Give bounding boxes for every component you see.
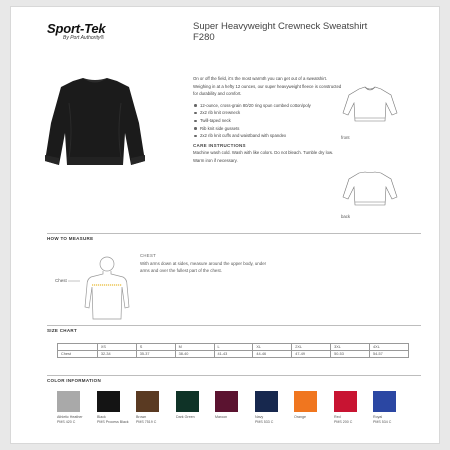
sweatshirt-photo (39, 73, 151, 173)
description-intro: On or off the field, it’s the most warmth you can get out of a sweatshirt. Weighing in at a hefty 12 ounces, our super heavyweight fleece is constructed for durability and comfort. (193, 76, 342, 97)
color-swatch (176, 391, 201, 420)
table-cell: 47-49 (292, 351, 331, 358)
table-cell: 50-53 (331, 351, 370, 358)
color-name: Navy (255, 415, 264, 419)
chest-text: With arms down at sides, measure around the upper body, under arms and over the fullest part of the chest. (140, 260, 267, 274)
color-name: Black (97, 415, 106, 419)
color-swatch-list (57, 391, 407, 441)
feature-item: 2x2 rib knit cuffs and waistband with spandex (193, 132, 343, 140)
color-swatch (334, 391, 359, 424)
table-row (58, 351, 409, 358)
table-cell: XS (97, 344, 136, 351)
figure-chest-label: Chest (55, 278, 67, 283)
feature-item: Rib knit side gussets (193, 125, 343, 133)
color-swatch (215, 391, 240, 420)
color-pms: PMS 7519 C (136, 419, 157, 424)
chest-pointer-line (68, 280, 80, 282)
feature-item: Twill-taped neck (193, 117, 343, 125)
color-name: Royal (373, 415, 383, 419)
color-swatch (97, 391, 129, 424)
color-pms: PMS Process Black (97, 419, 129, 424)
size-header-row (58, 344, 409, 351)
color-swatch (373, 391, 398, 424)
color-info-title: COLOR INFORMATION (47, 378, 102, 383)
chest-title: CHEST (140, 253, 157, 258)
color-chip (294, 391, 317, 412)
table-cell: 4XL (370, 344, 409, 351)
feature-item: 12-ounce, cross-grain 80/20 ring spun combed cotton/poly (193, 102, 343, 110)
color-name: Orange (294, 415, 306, 419)
table-cell: 54-57 (370, 351, 409, 358)
color-name: Brown (136, 415, 147, 419)
color-swatch (136, 391, 161, 424)
brand-logo (47, 21, 105, 41)
color-chip (97, 391, 120, 412)
table-cell: M (175, 344, 214, 351)
table-cell: 41-43 (214, 351, 253, 358)
chest-measure-instructions (140, 252, 270, 275)
spec-sheet (10, 6, 440, 444)
product-description (193, 75, 343, 165)
brand-subtitle: By Port Authority® (63, 35, 105, 41)
color-chip (176, 391, 199, 412)
table-cell: XL (253, 344, 292, 351)
color-pms: PMS 534 C (373, 419, 392, 424)
color-swatch (294, 391, 319, 420)
feature-item: 2x2 rib knit crewneck (193, 109, 343, 117)
color-name: Red (334, 415, 341, 419)
section-divider (47, 325, 421, 326)
table-cell: 2XL (292, 344, 331, 351)
size-chart-table (57, 343, 409, 358)
color-name: Maroon (215, 415, 228, 419)
product-code: F280 (193, 32, 215, 43)
table-cell (58, 344, 98, 351)
size-chart-title: SIZE CHART (47, 328, 77, 333)
color-chip (215, 391, 238, 412)
care-title: CARE INSTRUCTIONS (193, 142, 246, 148)
front-flat-sketch (341, 85, 399, 125)
color-chip (373, 391, 396, 412)
color-chip (57, 391, 80, 412)
measure-figure-illustration (77, 255, 137, 321)
feature-list (193, 102, 343, 140)
back-flat-sketch (341, 169, 399, 209)
table-cell: 3XL (331, 344, 370, 351)
table-cell: 32-34 (97, 351, 136, 358)
table-cell: S (136, 344, 175, 351)
color-swatch (57, 391, 82, 424)
color-pms: PMS 533 C (255, 419, 274, 424)
color-pms: PMS 200 C (334, 419, 353, 424)
table-cell: 44-46 (253, 351, 292, 358)
product-title: Super Heavyweight Crewneck Sweatshirt (193, 21, 368, 32)
product-title-block (193, 21, 367, 43)
color-chip (136, 391, 159, 412)
color-name: Dark Green (176, 415, 195, 419)
section-divider (47, 375, 421, 376)
how-to-measure-title: HOW TO MEASURE (47, 236, 94, 241)
care-text: Machine wash cold. Wash with like colors. Do not bleach. Tumble dry low. Warm iron if necessary. (193, 150, 334, 163)
back-label: back (341, 214, 351, 219)
section-divider (47, 233, 421, 234)
color-chip (255, 391, 278, 412)
color-name: Athletic Heather (57, 415, 83, 419)
color-swatch (255, 391, 280, 424)
table-cell: 38-40 (175, 351, 214, 358)
table-cell: 35-37 (136, 351, 175, 358)
table-cell: L (214, 344, 253, 351)
front-label: front (341, 135, 350, 140)
color-pms: PMS 420 C (57, 419, 76, 424)
brand-name: Sport-Tek (47, 21, 106, 36)
color-chip (334, 391, 357, 412)
table-cell: Chest (58, 351, 98, 358)
